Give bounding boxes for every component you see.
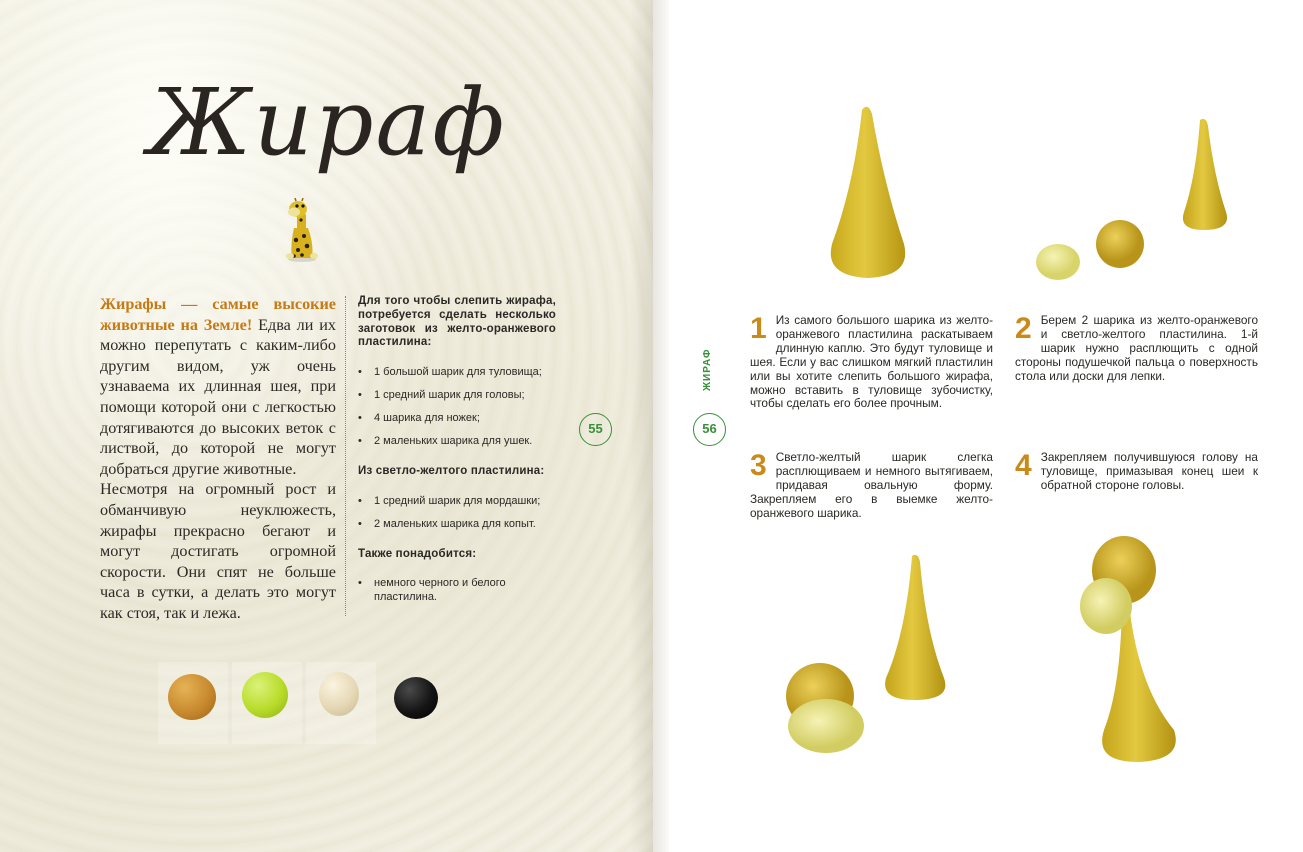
step-text: Закрепляем получившуюся голову на туловище, примазывая конец шеи к обратной стороне головы. xyxy=(1040,450,1258,492)
ball-slot-black xyxy=(380,662,450,744)
intro-body-2: Несмотря на огромный рост и обманчивую неуклюжесть, жирафы прекрасно бегают и могут достигать огромной скорости. Они спят не больше часа в сутки, а делать это могут как стоя, так и лежа. xyxy=(100,480,336,622)
list-item: • 2 маленьких шарика для ушек. xyxy=(358,435,556,449)
step-text: Берем 2 шарика из желто-оранжевого и светло-желтого пластилина. 1-й шарик нужно расплющить с одной стороны подушечкой пальца о поверхность стола или доски для лепки. xyxy=(1015,313,1258,383)
extra-items-list xyxy=(358,577,556,605)
column-divider xyxy=(345,296,346,616)
step-number: 4 xyxy=(1015,449,1032,482)
page-number-left: 55 xyxy=(579,413,612,446)
intro-lead: Жирафы — самые высокие животные на Земле! xyxy=(100,295,336,334)
light-clay-heading: Из светло-желтого пластилина: xyxy=(358,464,545,477)
list-item: • немного черного и белого пластилина. xyxy=(358,577,556,605)
list-item: • 1 средний шарик для головы; xyxy=(358,389,556,403)
list-item: • 2 маленьких шарика для копыт. xyxy=(358,518,556,532)
materials-list xyxy=(358,295,556,621)
list-item: • 4 шарика для ножек; xyxy=(358,412,556,426)
step-number: 1 xyxy=(750,312,767,345)
step-number: 2 xyxy=(1015,312,1032,345)
light-items-list xyxy=(358,495,556,532)
book-spine xyxy=(653,0,669,852)
step-1 xyxy=(750,314,993,411)
step1-cone-photo xyxy=(826,104,910,280)
step-text: Из самого большого шарика из желто-оранжевого пластилина раскатываем длинную каплю. Это будут туловище и шея. Если у вас слишком мягкий пластилин или вы хотите слепить большого жирафа, можно вставить в туловище зубочистку, чтобы сделать его более прочным. xyxy=(750,313,993,411)
intro-text xyxy=(100,294,336,624)
clay-ball-black xyxy=(394,677,438,719)
clay-ball-orange xyxy=(168,674,216,720)
step4-photo xyxy=(1078,534,1184,766)
page-number-right: 56 xyxy=(693,413,726,446)
ball-slot-green xyxy=(232,662,302,744)
step-number: 3 xyxy=(750,449,767,482)
step3-photo xyxy=(786,552,950,758)
clay-ball-green xyxy=(242,672,288,718)
extra-heading: Также понадобится: xyxy=(358,547,477,560)
giraffe-illustration xyxy=(280,198,324,264)
list-item: • 1 средний шарик для мордашки; xyxy=(358,495,556,509)
step2-photo xyxy=(1034,116,1234,284)
ball-slot-beige xyxy=(306,662,376,744)
ball-slot-orange xyxy=(158,662,228,744)
list-item: • 1 большой шарик для туловища; xyxy=(358,366,556,380)
page-title: Жираф xyxy=(148,69,507,176)
materials-heading: Для того чтобы слепить жирафа, потребуется сделать несколько заготовок из желто-оранжевого пластилина: xyxy=(358,295,556,349)
chapter-side-label: ЖИРАФ xyxy=(702,348,713,392)
intro-body-1: Едва ли их можно перепутать с каким-либо другим видом, уж очень узнаваема их длинная шея, при помощи которой они с легкостью дотягиваются до высоких веток с листвой, до которой не могут добраться другие животные. xyxy=(100,315,336,478)
orange-items-list xyxy=(358,366,556,449)
clay-ball-beige xyxy=(319,672,359,716)
step-3 xyxy=(750,451,993,521)
step-2 xyxy=(1015,314,1258,384)
step-4 xyxy=(1015,451,1258,493)
step-text: Светло-желтый шарик слегка расплющиваем и немного вытягиваем, придавая овальную форму. Закрепляем его в выемке желто-оранжевого шарика. xyxy=(750,450,993,520)
